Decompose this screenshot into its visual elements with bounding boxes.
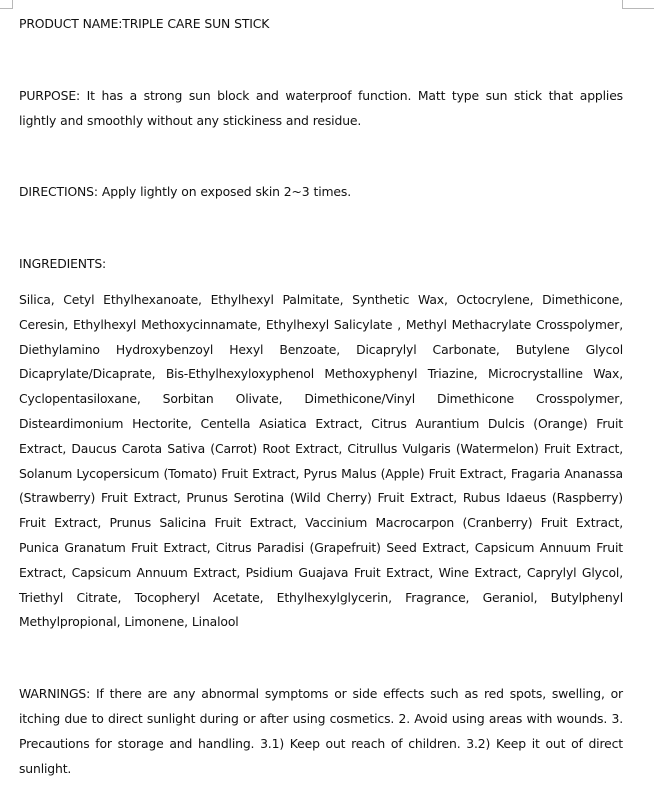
directions-paragraph: DIRECTIONS: Apply lightly on exposed skin 2~3 times.	[19, 184, 351, 200]
ingredients-heading: INGREDIENTS:	[19, 256, 107, 272]
warnings-paragraph: WARNINGS: If there are any abnormal symptoms or side effects such as red spots, swelling, or itching due to direct sunlight during or after using cosmetics. 2. Avoid using areas with wounds. 3. Precautions for storage and handling. 3.1) Keep out reach of children. 3.2) Keep it out of direct sunlight.	[19, 686, 623, 776]
document-body	[19, 12, 623, 781]
crop-mark-top-left-horizontal	[0, 8, 12, 9]
crop-mark-top-right-horizontal	[622, 8, 654, 9]
product-name: PRODUCT NAME:TRIPLE CARE SUN STICK	[19, 16, 270, 31]
crop-mark-top-left-vertical	[12, 0, 13, 9]
ingredients-list: Silica, Cetyl Ethylhexanoate, Ethylhexyl Palmitate, Synthetic Wax, Octocrylene, Dimethicone, Ceresin, Ethylhexyl Methoxycinnamate, Ethylhexyl Salicylate , Methyl Methacrylate Crosspolymer, Diethylamino Hydroxybenzoyl Hexyl Benzoate, Dicaprylyl Carbonate, Butylene Glycol Dicaprylate/Dicaprate, Bis-Ethylhexyloxyphenol Methoxyphenyl Triazine, Microcrystalline Wax, Cyclopentasiloxane, Sorbitan Olivate, Dimethicone/Vinyl Dimethicone Crosspolymer, Disteardimonium Hectorite, Centella Asiatica Extract, Citrus Aurantium Dulcis (Orange) Fruit Extract, Daucus Carota Sativa (Carrot) Root Extract, Citrullus Vulgaris (Watermelon) Fruit Extract, Solanum Lycopersicum (Tomato) Fruit Extract, Pyrus Malus (Apple) Fruit Extract, Fragaria Ananassa (Strawberry) Fruit Extract, Prunus Serotina (Wild Cherry) Fruit Extract, Rubus Idaeus (Raspberry) Fruit Extract, Prunus Salicina Fruit Extract, Vaccinium Macrocarpon (Cranberry) Fruit Extract, Punica Granatum Fruit Extract, Citrus Paradisi (Grapefruit) Seed Extract, Capsicum Annuum Fruit Extract, Capsicum Annuum Extract, Psidium Guajava Fruit Extract, Wine Extract, Caprylyl Glycol, Triethyl Citrate, Tocopheryl Acetate, Ethylhexylglycerin, Fragrance, Geraniol, Butylphenyl Methylpropional, Limonene, Linalool	[19, 291, 623, 630]
purpose-paragraph: PURPOSE: It has a strong sun block and waterproof function. Matt type sun stick that applies lightly and smoothly without any stickiness and residue.	[19, 87, 623, 128]
